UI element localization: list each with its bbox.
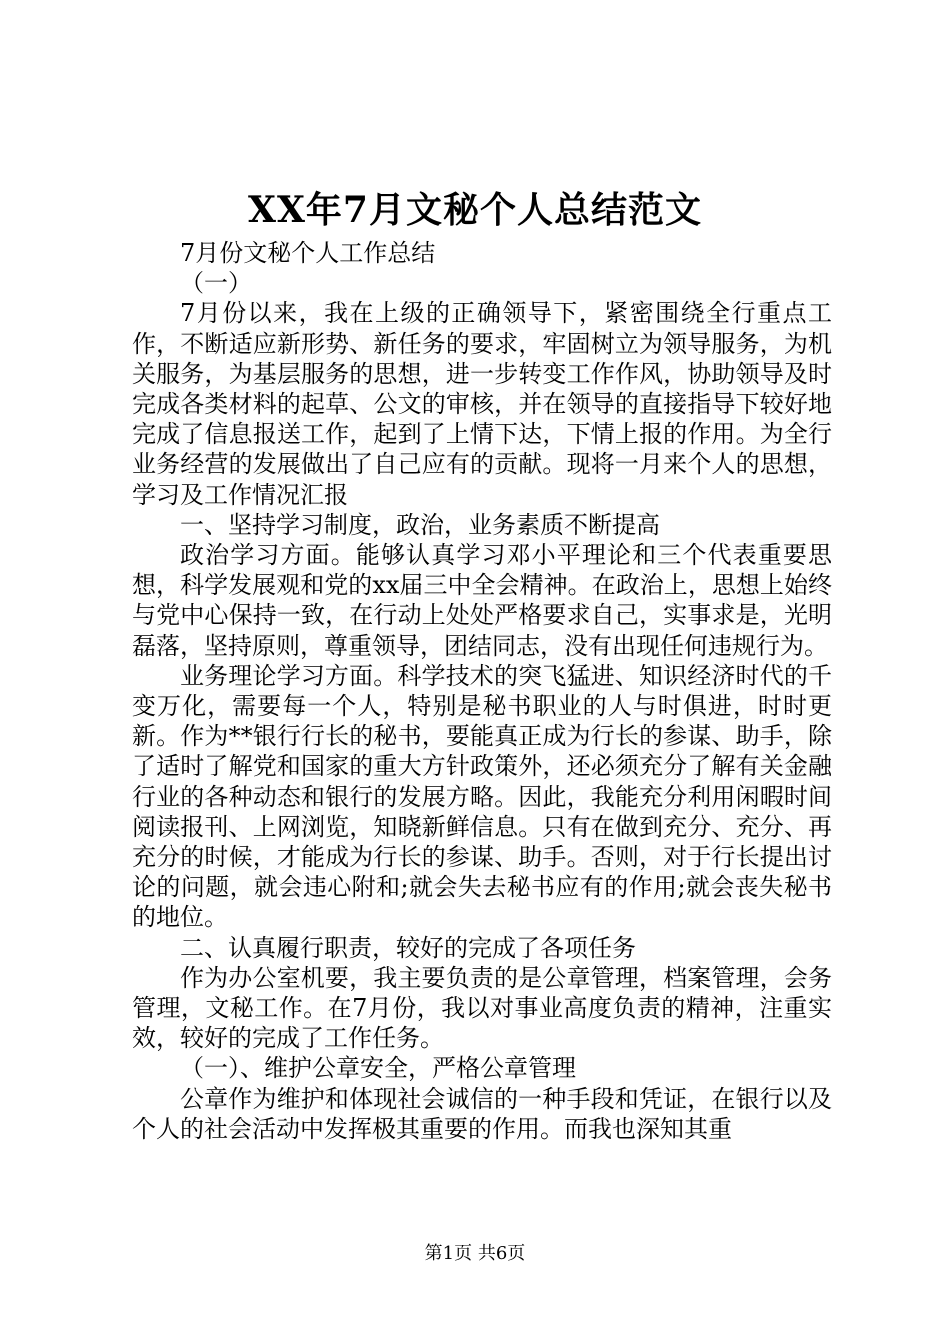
section-heading: 一、坚持学习制度，政治，业务素质不断提高 xyxy=(180,510,660,539)
paragraph: 7月份以来，我在上级的正确领导下，紧密围绕全行重点工作，不断适应新形势、新任务的要求，牢固树立为领导服务，为机关服务，为基层服务的思想，进一步转变工作作风，协助领导及时完成各类材料的起草、公文的审核，并在领导的直接指导下较好地完成了信息报送工作，起到了上情下达，下情上报的作用。为全行业务经营的发展做出了自己应有的贡献。现将一月来个人的思想，学习及工作情况汇报 xyxy=(132,299,832,509)
paragraph: 政治学习方面。能够认真学习邓小平理论和三个代表重要思想，科学发展观和党的xx届三中全会精神。在政治上，思想上始终与党中心保持一致，在行动上处处严格要求自己，实事求是，光明磊落，坚持原则，尊重领导，团结同志，没有出现任何违规行为。 xyxy=(132,541,832,660)
document-body xyxy=(132,238,832,1144)
paragraph: 7月份文秘个人工作总结 xyxy=(180,239,436,267)
paragraph: （一） xyxy=(180,269,252,298)
paragraph: 作为办公室机要，我主要负责的是公章管理，档案管理，会务管理，文秘工作。在7月份，我以对事业高度负责的精神，注重实效，较好的完成了工作任务。 xyxy=(132,963,832,1053)
document-title: XX年7月文秘个人总结范文 xyxy=(248,189,702,231)
page-number-footer: 第1页 共6页 xyxy=(424,1243,526,1264)
section-heading: 二、认真履行职责，较好的完成了各项任务 xyxy=(180,933,636,962)
paragraph: 公章作为维护和体现社会诚信的一种手段和凭证，在银行以及个人的社会活动中发挥极其重要的作用。而我也深知其重 xyxy=(132,1084,832,1143)
paragraph: 业务理论学习方面。科学技术的突飞猛进、知识经济时代的千变万化，需要每一个人，特别是秘书职业的人与时俱进，时时更新。作为**银行行长的秘书，要能真正成为行长的参谋、助手，除了适时了解党和国家的重大方针政策外，还必须充分了解有关金融行业的各种动态和银行的发展方略。因此，我能充分利用闲暇时间阅读报刊、上网浏览，知晓新鲜信息。只有在做到充分、充分、再充分的时候，才能成为行长的参谋、助手。否则，对于行长提出讨论的问题，就会违心附和;就会失去秘书应有的作用;就会丧失秘书的地位。 xyxy=(132,661,832,932)
subsection-heading: （一）、维护公章安全，严格公章管理 xyxy=(180,1054,576,1083)
